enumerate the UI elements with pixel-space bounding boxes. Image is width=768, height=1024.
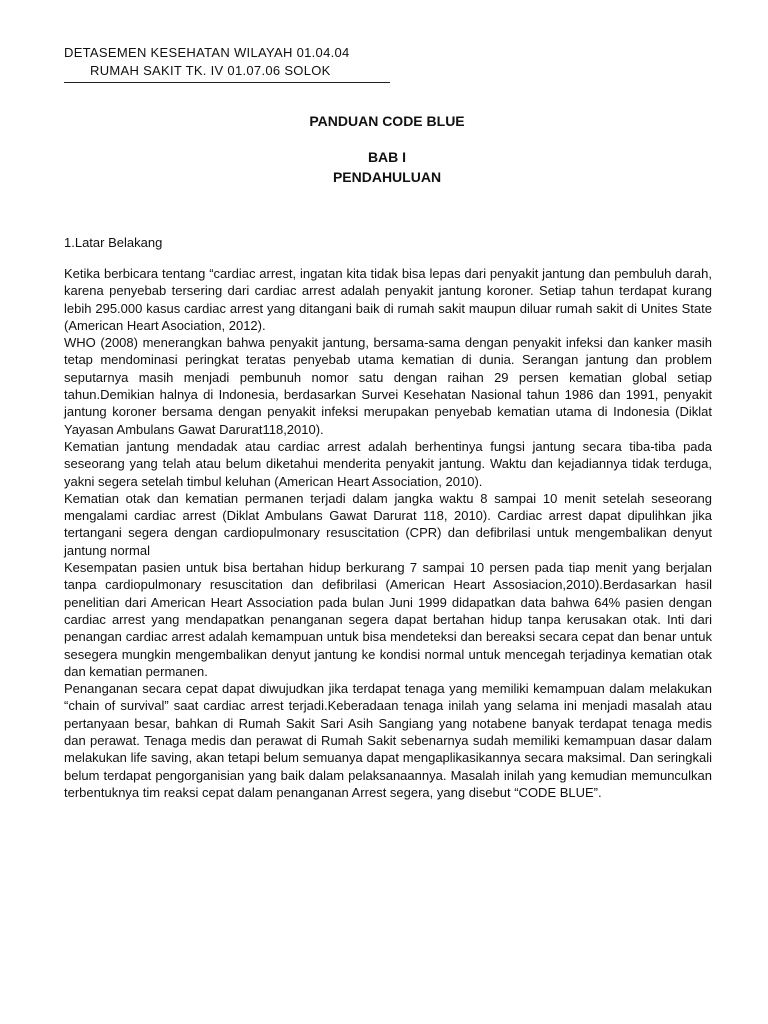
letterhead-hospital: RUMAH SAKIT TK. IV 01.07.06 SOLOK <box>90 63 331 78</box>
document-title: PANDUAN CODE BLUE <box>309 113 465 129</box>
section-heading: 1.Latar Belakang <box>64 235 163 250</box>
paragraph: Ketika berbicara tentang “cardiac arrest, ingatan kita tidak bisa lepas dari penyakit jantung dan pembuluh darah, karena penyebab tersering dari cardiac arrest adalah penyakit jantung koroner. Setiap tahun terdapat kurang lebih 295.000 kasus cardiac arrest yang ditangani baik di rumah sakit maupun diluar rumah sakit di Unites State (American Heart Asociation, 2012). <box>64 266 712 333</box>
paragraph: WHO (2008) menerangkan bahwa penyakit jantung, bersama-sama dengan penyakit infeksi dan kanker masih tetap mendominasi peringkat teratas penyebab utama kematian di dunia. Serangan jantung dan problem seputarnya masih menjadi pembunuh nomor satu dengan raihan 29 persen kematian global setiap tahun.Demikian halnya di Indonesia, berdasarkan Survei Kesehatan Nasional tahun 1986 dan 1991, penyakit jantung koroner bersama dengan penyakit infeksi merupakan penyebab kematian utama di Indonesia (Diklat Yayasan Ambulans Gawat Darurat118,2010). <box>64 335 712 437</box>
chapter-title: PENDAHULUAN <box>332 169 442 185</box>
paragraph: Kematian jantung mendadak atau cardiac arrest adalah berhentinya fungsi jantung secara tiba-tiba pada seseorang yang telah atau belum diketahui menderita penyakit jantung. Waktu dan kejadiannya tidak terduga, yakni segera setelah timbul keluhan (American Heart Association, 2010). <box>64 438 712 489</box>
letterhead <box>64 44 390 83</box>
section-body <box>64 265 712 801</box>
letterhead-institution: DETASEMEN KESEHATAN WILAYAH 01.04.04 <box>64 45 350 60</box>
paragraph: Penanganan secara cepat dapat diwujudkan jika terdapat tenaga yang memiliki kemampuan dalam melakukan “chain of survival” saat cardiac arrest terjadi.Keberadaan tenaga inilah yang selama ini menjadi masalah atau pertanyaan besar, bahkan di Rumah Sakit Sari Asih Sangiang yang notabene banyak terdapat tenaga medis dan perawat. Tenaga medis dan perawat di Rumah Sakit sebenarnya sudah memiliki kemampuan dasar dalam melakukan life saving, akan tetapi belum semuanya dapat mengaplikasikannya secara maksimal. Dan seringkali belum terdapat pengorganisian yang baik dalam pelaksanaannya. Masalah inilah yang kemudian memunculkan terbentuknya tim reaksi cepat dalam penanganan Arrest segera, yang disebut “CODE BLUE”. <box>64 681 712 800</box>
chapter-number: BAB I <box>367 149 407 165</box>
paragraph: Kematian otak dan kematian permanen terjadi dalam jangka waktu 8 sampai 10 menit setelah seseorang mengalami cardiac arrest (Diklat Ambulans Gawat Darurat 118, 2010). Cardiac arrest dapat dipulihkan jika tertangani segera dengan cardiopulmonary resuscitation (CPR) dan defibrilasi untuk mengembalikan denyut jantung normal <box>64 490 712 558</box>
letterhead-divider <box>64 82 390 83</box>
paragraph: Kesempatan pasien untuk bisa bertahan hidup berkurang 7 sampai 10 persen pada tiap menit yang berjalan tanpa cardiopulmonary resuscitation dan defibrilasi (American Heart Assosiacion,2010).Berdasarkan hasil penelitian dari American Heart Association pada bulan Juni 1999 didapatkan data bahwa 64% pasien dengan cardiac arrest yang mendapatkan penanganan segera dapat bertahan hidup tanpa kerusakan otak. Inti dari penangan cardiac arrest adalah kemampuan untuk bisa mendeteksi dan bereaksi secara cepat dan benar untuk sesegera mungkin mengembalikan denyut jantung ke kondisi normal untuk mencegah terjadinya kematian otak dan kematian permanen. <box>64 560 712 679</box>
